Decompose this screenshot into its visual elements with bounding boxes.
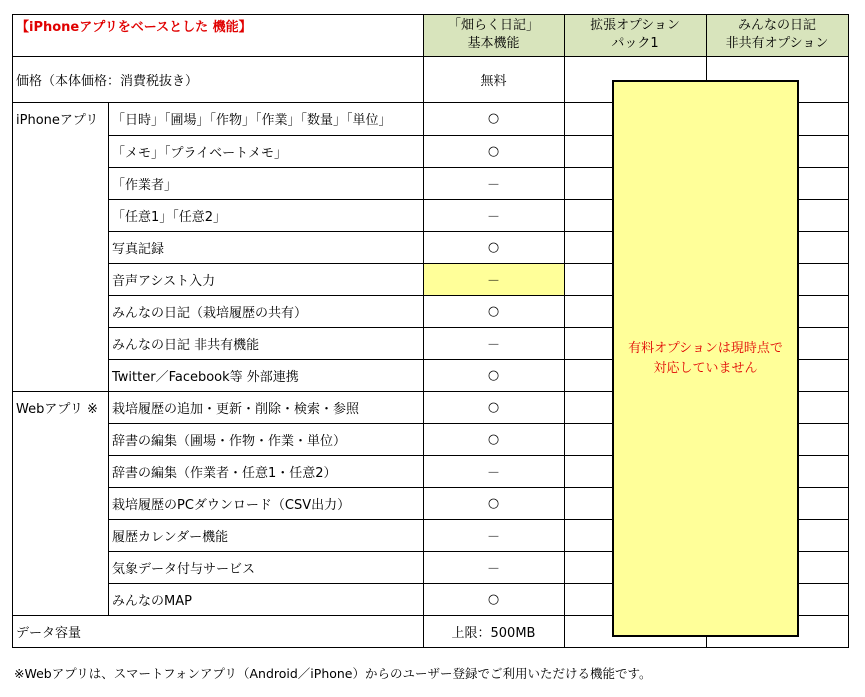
- column-header-line2: 基本機能: [467, 36, 520, 51]
- row-label: みんなの日記（栽培履歴の共有）: [112, 305, 308, 321]
- column-header: [423, 14, 564, 56]
- row-label: 気象データ付与サービス: [112, 561, 256, 577]
- group-divider: [108, 102, 109, 616]
- basic-value: －: [423, 263, 564, 295]
- basic-value: －: [486, 337, 500, 353]
- column-header-line2: パック1: [611, 36, 659, 51]
- row-label: 辞書の編集（圃場・作物・作業・単位）: [112, 433, 347, 449]
- row-label: 「日時」「圃場」「作物」「作業」「数量」「単位」: [112, 113, 392, 128]
- basic-value: －: [486, 561, 500, 577]
- row-label: 「任意1」「任意2」: [112, 209, 227, 225]
- basic-value: ○: [487, 431, 500, 447]
- basic-value: ○: [487, 495, 500, 511]
- row-label: 辞書の編集（作業者・任意1・任意2）: [112, 465, 337, 481]
- column-header-line1: 拡張オプション: [590, 18, 680, 33]
- basic-value: －: [486, 465, 500, 481]
- row-label: 「メモ」「プライベートメモ」: [112, 145, 287, 161]
- basic-value: ○: [487, 591, 500, 607]
- footnote: ※Webアプリは、スマートフォンアプリ（Android／iPhone）からのユーザー登録でご利用いただける機能です。: [14, 666, 652, 681]
- row-label: 「作業者」: [112, 177, 178, 193]
- column-header: [706, 14, 848, 56]
- basic-value: ○: [487, 239, 500, 255]
- row-border: [12, 647, 849, 648]
- row-label: 写真記録: [112, 241, 165, 257]
- left-border: [12, 14, 13, 648]
- column-header-line2: 非共有オプション: [725, 36, 829, 51]
- column-header: [564, 14, 706, 56]
- header-bottom-border: [12, 56, 849, 57]
- paid-option-note-box: [612, 80, 799, 637]
- row-label: 価格（本体価格：消費税抜き）: [16, 73, 199, 89]
- basic-value: ○: [487, 399, 500, 415]
- row-label: 音声アシスト入力: [112, 273, 216, 289]
- row-label: 栽培履歴の追加・更新・削除・検索・参照: [112, 401, 360, 417]
- row-label: Twitter／Facebook等 外部連携: [112, 369, 299, 385]
- basic-value: ○: [487, 367, 500, 383]
- table-top-border: [12, 14, 849, 15]
- basic-value: ○: [487, 303, 500, 319]
- group-label-iphone: iPhoneアプリ: [16, 113, 99, 128]
- row-label: 履歴カレンダー機能: [112, 529, 229, 545]
- basic-value: 無料: [480, 73, 507, 89]
- basic-value: ○: [487, 111, 500, 126]
- basic-value: －: [486, 209, 500, 225]
- paid-option-note: 有料オプションは現時点で対応していません: [628, 340, 783, 376]
- row-label: 栽培履歴のPCダウンロード（CSV出力）: [112, 497, 351, 513]
- group-label-web: Webアプリ ※: [16, 401, 98, 417]
- row-label: みんなのMAP: [112, 593, 192, 609]
- table-title: 【iPhoneアプリをベースとした 機能】: [16, 20, 252, 35]
- column-header-line1: みんなの日記: [737, 18, 816, 33]
- basic-value: 上限：500MB: [451, 625, 536, 641]
- column-divider: [423, 14, 424, 648]
- basic-value: －: [486, 529, 500, 545]
- row-label: データ容量: [16, 625, 82, 641]
- row-label: みんなの日記 非共有機能: [112, 337, 260, 353]
- column-header-line1: 「畑らく日記」: [447, 18, 539, 33]
- basic-value: －: [486, 177, 500, 193]
- column-divider: [564, 14, 565, 648]
- basic-value: ○: [487, 143, 500, 159]
- right-border: [848, 14, 849, 648]
